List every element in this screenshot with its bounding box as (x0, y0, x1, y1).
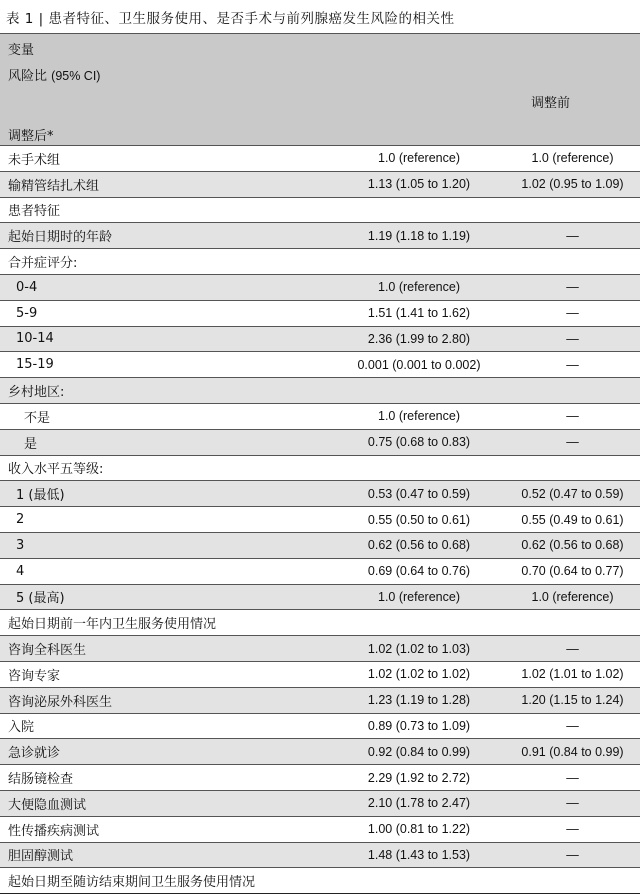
table-row (0, 275, 640, 301)
table-row (0, 868, 640, 894)
cell-unadjusted: 0.001 (0.001 to 0.002) (357, 357, 481, 372)
header-variable-row (0, 34, 640, 60)
row-label: 15-19 (16, 357, 54, 373)
row-label: 合并症评分: (8, 256, 78, 272)
cell-unadjusted: 1.0 (reference) (378, 589, 460, 604)
cell-unadjusted: 2.10 (1.78 to 2.47) (367, 796, 471, 811)
header-ci: (95% CI) (51, 69, 101, 83)
cell-adjusted: — (566, 822, 579, 837)
header-variable: 变量 (8, 43, 35, 58)
table-row (0, 481, 640, 507)
table-row (0, 507, 640, 533)
row-label: 起始日期时的年龄 (8, 230, 113, 246)
row-label: 患者特征 (8, 204, 61, 220)
cell-unadjusted: 1.0 (reference) (378, 409, 460, 424)
row-label: 不是 (24, 410, 51, 426)
cell-adjusted: — (566, 796, 579, 811)
cell-unadjusted: 2.36 (1.99 to 2.80) (367, 331, 471, 346)
cell-adjusted: — (566, 280, 579, 295)
row-label: 起始日期至随访结束期间卫生服务使用情况 (8, 875, 256, 891)
cell-adjusted: — (566, 641, 579, 656)
cell-adjusted: 1.02 (0.95 to 1.09) (521, 177, 624, 192)
row-label: 是 (24, 436, 38, 452)
table-row (0, 791, 640, 817)
table-row (0, 662, 640, 688)
table-body (0, 146, 640, 894)
cell-adjusted: 0.91 (0.84 to 0.99) (521, 744, 624, 759)
cell-unadjusted: 1.48 (1.43 to 1.53) (367, 847, 471, 862)
cell-unadjusted: 0.69 (0.64 to 0.76) (367, 564, 471, 579)
cell-adjusted: — (566, 435, 579, 450)
table-row (0, 378, 640, 404)
table-row (0, 714, 640, 740)
cell-adjusted: — (566, 770, 579, 785)
table-row (0, 327, 640, 353)
row-label: 急诊就诊 (8, 746, 61, 762)
table-row (0, 688, 640, 714)
cell-unadjusted: 1.0 (reference) (378, 280, 460, 295)
cell-adjusted: — (566, 331, 579, 346)
table-header (0, 34, 640, 146)
row-label: 入院 (8, 720, 35, 736)
table-row (0, 739, 640, 765)
row-label: 3 (16, 537, 25, 553)
row-label: 收入水平五等级: (8, 462, 104, 478)
row-label: 5-9 (16, 305, 38, 321)
cell-unadjusted: 1.23 (1.19 to 1.28) (367, 693, 471, 708)
cell-unadjusted: 0.89 (0.73 to 1.09) (367, 718, 471, 733)
row-label: 咨询泌尿外科医生 (8, 694, 113, 710)
row-label: 10-14 (16, 331, 54, 347)
table-row (0, 223, 640, 249)
cell-adjusted: — (566, 847, 579, 862)
cell-adjusted: — (566, 409, 579, 424)
table-row (0, 352, 640, 378)
row-label: 性传播疾病测试 (8, 823, 100, 839)
table-row (0, 172, 640, 198)
table-row (0, 610, 640, 636)
table-row (0, 585, 640, 611)
header-col-unadjusted: 调整前 (531, 96, 571, 111)
row-label: 1 (最低) (16, 488, 65, 504)
row-label: 未手术组 (8, 152, 61, 168)
header-hazard-ratio: 风险比 (8, 69, 48, 84)
cell-unadjusted: 2.29 (1.92 to 2.72) (367, 770, 471, 785)
cell-adjusted: — (566, 306, 579, 321)
table-row (0, 430, 640, 456)
cell-adjusted: 1.20 (1.15 to 1.24) (521, 693, 624, 708)
cell-unadjusted: 1.19 (1.18 to 1.19) (367, 228, 471, 243)
cell-unadjusted: 0.53 (0.47 to 0.59) (367, 486, 471, 501)
table-row (0, 533, 640, 559)
table-row (0, 817, 640, 843)
cell-adjusted: — (566, 718, 579, 733)
table-row (0, 765, 640, 791)
table-row (0, 301, 640, 327)
cell-unadjusted: 0.92 (0.84 to 0.99) (367, 744, 471, 759)
row-label: 胆固醇测试 (8, 849, 74, 865)
cell-unadjusted: 0.62 (0.56 to 0.68) (367, 538, 471, 553)
cell-adjusted: 0.52 (0.47 to 0.59) (521, 486, 624, 501)
header-col1-row (0, 86, 640, 120)
cell-unadjusted: 1.0 (reference) (378, 151, 460, 166)
table-caption: 表 1 | 患者特征、卫生服务使用、是否手术与前列腺癌发生风险的相关性 (0, 0, 640, 34)
cell-adjusted: — (566, 228, 579, 243)
table-row (0, 843, 640, 869)
cell-adjusted: 1.0 (reference) (531, 151, 614, 166)
table-row (0, 146, 640, 172)
table-row (0, 404, 640, 430)
cell-adjusted: 1.02 (1.01 to 1.02) (521, 667, 624, 682)
row-label: 0-4 (16, 279, 38, 295)
cell-unadjusted: 1.00 (0.81 to 1.22) (367, 822, 471, 837)
table-row (0, 249, 640, 275)
row-label: 乡村地区: (8, 385, 65, 401)
row-label: 输精管结扎术组 (8, 178, 100, 194)
row-label: 咨询专家 (8, 668, 61, 684)
cell-unadjusted: 1.51 (1.41 to 1.62) (367, 306, 471, 321)
header-hazard-row (0, 60, 640, 86)
cell-adjusted: 0.62 (0.56 to 0.68) (521, 538, 624, 553)
row-label: 5 (最高) (16, 591, 65, 607)
table-row (0, 198, 640, 224)
header-col2-row (0, 120, 640, 146)
header-col-adjusted: 调整后* (8, 129, 54, 144)
row-label: 大便隐血测试 (8, 797, 87, 813)
cell-unadjusted: 1.02 (1.02 to 1.03) (367, 641, 471, 656)
row-label: 4 (16, 563, 25, 579)
row-label: 结肠镜检查 (8, 772, 74, 788)
cell-unadjusted: 0.75 (0.68 to 0.83) (367, 435, 471, 450)
row-label: 咨询全科医生 (8, 643, 87, 659)
cell-unadjusted: 1.13 (1.05 to 1.20) (367, 177, 471, 192)
row-label: 2 (16, 512, 25, 528)
cell-unadjusted: 0.55 (0.50 to 0.61) (367, 512, 471, 527)
cell-adjusted: 1.0 (reference) (531, 589, 614, 604)
cell-adjusted: 0.70 (0.64 to 0.77) (521, 564, 624, 579)
cell-adjusted: 0.55 (0.49 to 0.61) (521, 512, 624, 527)
table-row (0, 559, 640, 585)
table-row (0, 456, 640, 482)
table-row (0, 636, 640, 662)
row-label: 起始日期前一年内卫生服务使用情况 (8, 617, 217, 633)
cell-adjusted: — (566, 357, 579, 372)
cell-unadjusted: 1.02 (1.02 to 1.02) (367, 667, 471, 682)
